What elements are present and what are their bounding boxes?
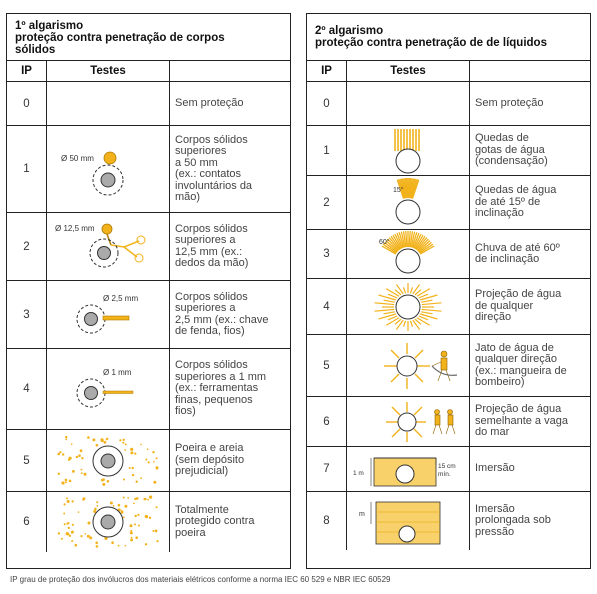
- water-jet-icon: [352, 337, 464, 395]
- right-row-ip1: 1 Quedas de gotas de água (condensação): [307, 126, 590, 176]
- dust-test-icon: [53, 433, 163, 489]
- right-row-ip5: 5 Jato de água de qualquer direção (ex.: mangueira de bombeiro): [307, 335, 590, 397]
- dust-tight-test-icon: [53, 494, 163, 550]
- tilted-drip-icon: [353, 178, 463, 228]
- right-row-ip7: 7 1 m 15 cm mín. Imersão: [307, 447, 590, 492]
- solid-protection-table: [6, 13, 291, 569]
- footnote: IP grau de proteção dos invólucros dos materiais elétricos conforme a norma IEC 60 529 e NBR IEC 60529: [10, 575, 391, 584]
- ip-column-header: IP: [7, 61, 47, 81]
- wire-1mm-test-icon: [53, 363, 163, 415]
- left-row-ip0: 0 Sem proteção: [7, 82, 290, 126]
- finger-test-icon: [49, 217, 167, 277]
- sphere-50mm-test-icon: [53, 134, 163, 204]
- left-row-ip5: 5 Poeira e areia (sem depósito prejudicial): [7, 430, 290, 492]
- svg-text:60°: 60°: [379, 239, 390, 246]
- tests-column-header: Testes: [347, 61, 470, 81]
- tool-2-5mm-test-icon: [53, 289, 163, 341]
- right-row-ip4: 4 Projeção de água de qualquer direção: [307, 279, 590, 335]
- svg-text:15 cm: 15 cm: [438, 463, 456, 470]
- left-row-ip3: 3 Ø 2,5 mm Corpos sólidos superiores a 2,5 mm (ex.: chave de fenda, fios): [7, 281, 290, 349]
- right-row-ip3: 3 60° Chuva de até 60º de inclinação: [307, 230, 590, 279]
- left-row-ip2: 2 Ø 12,5 mm Corpos sólidos superiores a 12,5 mm (ex.: dedos da mão): [7, 213, 290, 281]
- dripping-water-icon: [353, 127, 463, 175]
- liquid-protection-table: [306, 13, 591, 569]
- right-row-ip8: 8 m Imersão prolongada sob pressão: [307, 492, 590, 550]
- right-column-header: [307, 61, 590, 82]
- left-table-title: 1º algarismo proteção contra penetração de corpos sólidos: [7, 14, 290, 61]
- heavy-seas-icon: [352, 398, 464, 446]
- prolonged-immersion-icon: [349, 494, 467, 548]
- left-row-ip6: 6 Totalmente protegido contra poeira: [7, 492, 290, 552]
- svg-text:Ø 50 mm: Ø 50 mm: [61, 154, 94, 163]
- left-column-header: [7, 61, 290, 82]
- tests-column-header: Testes: [47, 61, 170, 81]
- left-row-ip1: 1 Ø 50 mm Corpos sólidos superiores a 50 mm (ex.: contatos involuntários da mão): [7, 126, 290, 213]
- svg-text:1 m: 1 m: [353, 470, 364, 477]
- left-row-ip4: 4 Ø 1 mm Corpos sólidos superiores a 1 mm (ex.: ferramentas finas, pequenos fios): [7, 349, 290, 430]
- svg-text:Ø 2,5 mm: Ø 2,5 mm: [103, 293, 139, 303]
- svg-text:mín.: mín.: [438, 471, 451, 478]
- ip-column-header: IP: [307, 61, 347, 81]
- right-row-ip6: 6 Projeção de água semelhante a vaga do mar: [307, 397, 590, 447]
- svg-text:Ø 1 mm: Ø 1 mm: [103, 368, 132, 377]
- right-row-ip0: 0 Sem proteção: [307, 82, 590, 126]
- right-row-ip2: 2 15° Quedas de água de até 15º de inclinação: [307, 176, 590, 230]
- splash-all-directions-icon: [353, 281, 463, 333]
- svg-text:m: m: [359, 511, 365, 518]
- svg-text:15°: 15°: [393, 186, 404, 194]
- right-table-title: 2º algarismo proteção contra penetração de de líquidos: [307, 14, 590, 61]
- immersion-icon: [349, 448, 467, 490]
- rain-spray-icon: [353, 231, 463, 277]
- svg-text:Ø 12,5 mm: Ø 12,5 mm: [55, 223, 95, 233]
